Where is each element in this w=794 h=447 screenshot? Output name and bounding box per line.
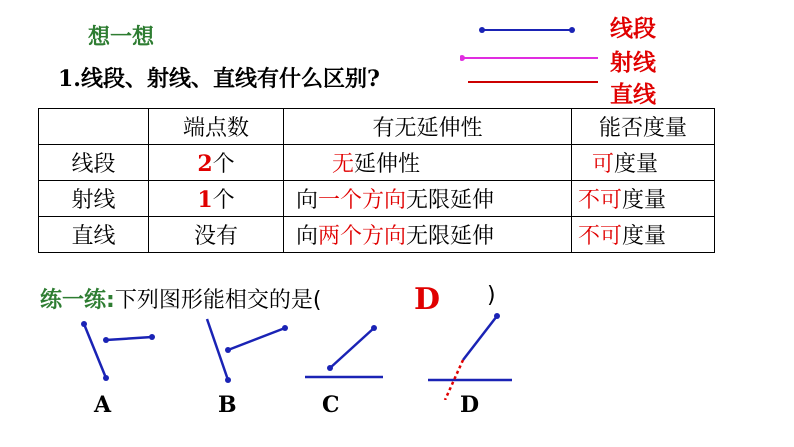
practice-answer: D: [414, 282, 441, 317]
table-header-row: [39, 109, 715, 145]
segment-endpoint-right: [569, 27, 575, 33]
practice-text: 下列图形能相交的是(: [114, 288, 322, 313]
table-header-cell: [39, 109, 149, 145]
row-name: 直线: [39, 217, 149, 253]
legend-lines: [460, 10, 600, 100]
table-row: [39, 181, 715, 217]
figure-a: [81, 321, 155, 381]
measure-cell: 不可度量: [572, 181, 715, 217]
option-b-label: B: [218, 392, 237, 418]
comparison-table: [38, 108, 715, 253]
option-d-label: D: [460, 392, 480, 418]
endpoints-cell: 1个: [149, 181, 284, 217]
table-header-cell: 能否度量: [572, 109, 715, 145]
endpoints-cell: 没有: [149, 217, 284, 253]
option-a-label: A: [94, 392, 112, 418]
practice-close-paren: ): [487, 283, 496, 308]
segment-endpoint-left: [479, 27, 485, 33]
extension-cell: 向一个方向无限延伸: [284, 181, 572, 217]
row-name: 射线: [39, 181, 149, 217]
legend-line-label: 直线: [610, 82, 656, 108]
extension-cell: 向两个方向无限延伸: [284, 217, 572, 253]
figure-d: [428, 313, 512, 400]
question-1: 1.线段、射线、直线有什么区别?: [58, 66, 380, 92]
measure-cell: 可度量: [572, 145, 715, 181]
option-c-label: C: [322, 392, 340, 418]
legend-segment-label: 线段: [610, 16, 656, 42]
section-title-think: 想一想: [88, 25, 155, 50]
table-row: [39, 145, 715, 181]
figure-b: [207, 319, 288, 383]
table-header-cell: 有无延伸性: [284, 109, 572, 145]
endpoints-cell: 2个: [149, 145, 284, 181]
option-figures: [0, 300, 794, 400]
ray-endpoint: [460, 55, 465, 61]
practice-label: 练一练:: [40, 288, 115, 313]
legend-ray-label: 射线: [610, 50, 656, 76]
table-row: [39, 217, 715, 253]
extension-cell: 无延伸性: [284, 145, 572, 181]
measure-cell: 不可度量: [572, 217, 715, 253]
table-header-cell: 端点数: [149, 109, 284, 145]
figure-c: [305, 325, 383, 377]
row-name: 线段: [39, 145, 149, 181]
